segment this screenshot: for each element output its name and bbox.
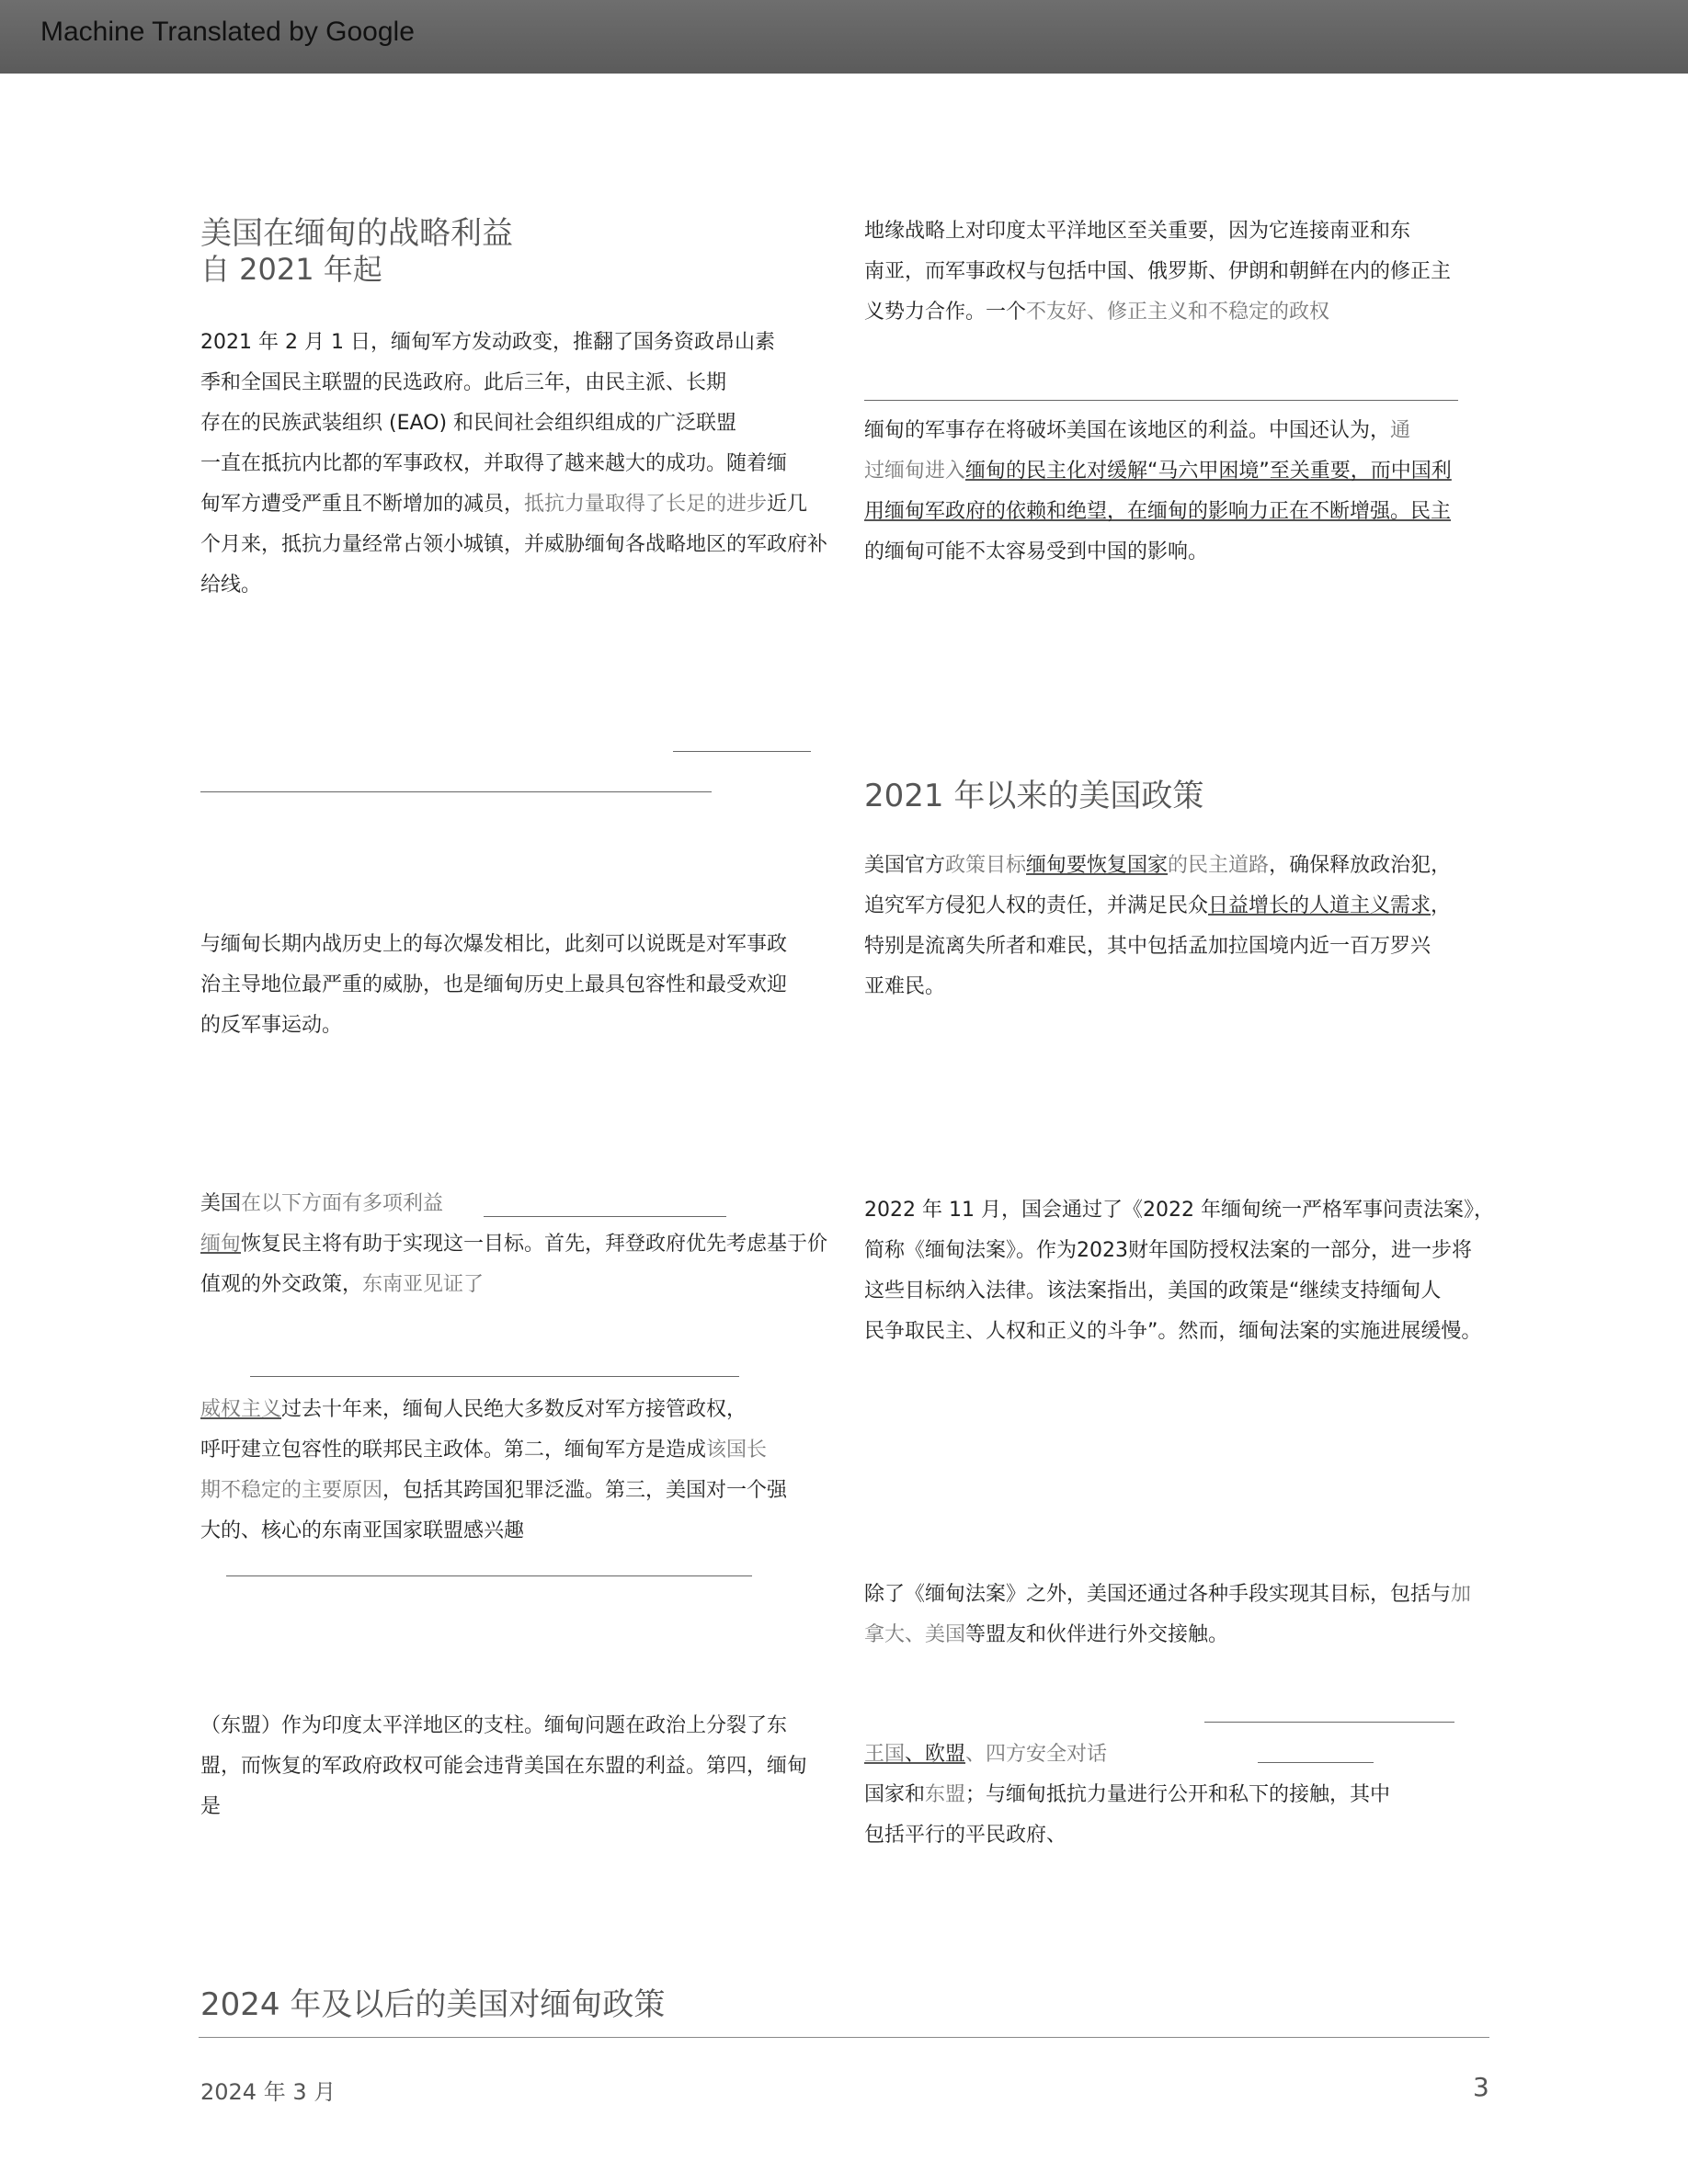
link-text: 、欧盟	[905, 1743, 966, 1766]
right-paragraph-3	[864, 846, 1451, 1007]
text-line: 大的、核心的东南亚国家联盟感兴趣	[200, 1519, 525, 1542]
text-run: 美国	[200, 1192, 242, 1215]
left-paragraph-2	[200, 925, 787, 1046]
link-text: 期不稳定的主要原因	[200, 1479, 383, 1502]
text-line	[200, 1471, 787, 1511]
text-line	[864, 1775, 1390, 1815]
text-line: 特别是流离失所者和难民，其中包括孟加拉国境内近一百万罗兴	[864, 935, 1431, 958]
text-line: 2021 年 2 月 1 日，缅甸军方发动政变，推翻了国务资政昂山素	[200, 331, 775, 354]
link-text: 日益增长的人道主义需求	[1208, 894, 1431, 917]
link-text: 东盟	[925, 1783, 966, 1806]
right-paragraph-4	[864, 1190, 1494, 1352]
link-text: 威权主义	[200, 1398, 282, 1421]
text-line: 的缅甸可能不太容易受到中国的影响。	[864, 540, 1209, 563]
text-line	[200, 484, 827, 525]
text-run: 国家和	[864, 1783, 926, 1806]
text-run: ，包括其跨国犯罪泛滥。第三，美国对一个强	[382, 1479, 788, 1502]
right-paragraph-6	[864, 1735, 1390, 1856]
text-run: 缅甸要恢复国家	[1026, 854, 1169, 877]
left-paragraph-3	[200, 1184, 827, 1305]
left-paragraph-1	[200, 323, 827, 606]
text-line	[200, 1430, 787, 1471]
link-text: 东南亚见证了	[362, 1273, 485, 1296]
page-number: 3	[1473, 2072, 1489, 2102]
text-line: 季和全国民主联盟的民选政府。此后三年，由民主派、长期	[200, 371, 727, 394]
text-run: 近几	[767, 493, 808, 516]
divider	[1204, 1722, 1454, 1723]
text-run: 义势力合作。一个	[864, 301, 1027, 324]
text-run: 除了《缅甸法案》之外，美国还通过各种手段实现其目标，包括与	[864, 1583, 1452, 1606]
text-line	[200, 1390, 787, 1430]
page-title: 美国在缅甸的战略利益	[200, 215, 513, 252]
text-line: 亚难民。	[864, 975, 946, 998]
text-line: 是	[200, 1795, 222, 1818]
text-run: 呼吁建立包容性的联邦民主政体。第二，缅甸军方是造成	[200, 1439, 707, 1462]
text-line: 简称《缅甸法案》。作为2023财年国防授权法案的一部分，进一步将	[864, 1239, 1472, 1262]
text-run: 过去十年来，缅甸人民绝大多数反对军方接管政权，	[281, 1398, 747, 1421]
text-line: 与缅甸长期内战历史上的每次爆发相比，此刻可以说既是对军事政	[200, 933, 788, 956]
text-line	[200, 1265, 827, 1305]
footer-date: 2024 年 3 月	[200, 2079, 336, 2105]
translation-banner	[0, 0, 1688, 74]
left-paragraph-5	[200, 1706, 807, 1827]
divider	[250, 1376, 739, 1377]
text-line	[200, 1224, 827, 1265]
divider	[484, 1216, 726, 1217]
text-line	[864, 846, 1451, 886]
divider	[200, 791, 712, 792]
text-line	[864, 492, 1452, 532]
link-text: 该国长	[706, 1439, 768, 1462]
text-run: 等盟友和伙伴进行外交接触。	[965, 1623, 1229, 1646]
right-paragraph-1	[864, 211, 1451, 333]
link-text: 通	[1390, 419, 1411, 442]
text-line: 给线。	[200, 574, 262, 597]
text-run: 缅甸的军事存在将破坏美国在该地区的利益。中国还认为，	[864, 419, 1391, 442]
bottom-heading: 2024 年及以后的美国对缅甸政策	[200, 1986, 666, 2023]
link-text: 抵抗力量取得了长足的进步	[524, 493, 768, 516]
link-text: 缅甸	[200, 1233, 242, 1256]
text-line: （东盟）作为印度太平洋地区的支柱。缅甸问题在政治上分裂了东	[200, 1714, 788, 1737]
right-paragraph-5	[864, 1575, 1471, 1655]
text-line: 一直在抵抗内比都的军事政权，并取得了越来越大的成功。随着缅	[200, 452, 788, 475]
text-line	[864, 886, 1451, 927]
text-line	[864, 1735, 1390, 1775]
link-text: 不友好、修正主义和不稳定的政权	[1026, 301, 1330, 324]
divider	[864, 400, 1458, 401]
banner-text: Machine Translated by Google	[40, 17, 415, 47]
text-run: ，确保释放政治犯，	[1269, 854, 1452, 877]
text-line: 2022 年 11 月，国会通过了《2022 年缅甸统一严格军事问责法案》，	[864, 1199, 1494, 1222]
text-line: 民争取民主、人权和正义的斗争”。然而，缅甸法案的实施进展缓慢。	[864, 1320, 1482, 1343]
link-text: 的民主道路	[1168, 854, 1270, 877]
text-run: 用缅甸军政府的依赖和绝望，在缅甸的影响力正在不断增强。民主	[864, 500, 1452, 523]
section-heading: 2021 年以来的美国政策	[864, 778, 1204, 814]
text-line	[864, 451, 1452, 492]
link-text: 王国	[864, 1743, 906, 1766]
text-run: ，	[1431, 894, 1452, 917]
text-line: 的反军事运动。	[200, 1014, 343, 1037]
text-line: 盟，而恢复的军政府政权可能会违背美国在东盟的利益。第四，缅甸	[200, 1755, 808, 1778]
footer-divider	[199, 2037, 1489, 2038]
text-run: 甸军方遭受严重且不断增加的减员，	[200, 493, 525, 516]
link-text: 拿大、美国	[864, 1623, 966, 1646]
text-line: 治主导地位最严重的威胁，也是缅甸历史上最具包容性和最受欢迎	[200, 973, 788, 996]
text-line: 地缘战略上对印度太平洋地区至关重要，因为它连接南亚和东	[864, 220, 1411, 243]
text-line: 这些目标纳入法律。该法案指出，美国的政策是“继续支持缅甸人	[864, 1280, 1442, 1302]
link-text: 在以下方面有多项利益	[241, 1192, 444, 1215]
text-line	[864, 411, 1452, 451]
text-run: 缅甸的民主化对缓解“马六甲困境”至关重要，而中国利	[965, 460, 1452, 483]
left-paragraph-4	[200, 1390, 787, 1552]
text-line	[864, 1575, 1471, 1615]
text-run: ；与缅甸抵抗力量进行公开和私下的接触，其中	[965, 1783, 1391, 1806]
text-line	[200, 1184, 827, 1224]
text-line	[864, 1615, 1471, 1655]
divider	[673, 751, 811, 752]
page-subtitle: 自 2021 年起	[200, 252, 382, 287]
right-paragraph-2	[864, 411, 1452, 573]
link-text: 政策目标	[945, 854, 1027, 877]
text-line	[864, 292, 1451, 333]
link-text: 加	[1451, 1583, 1472, 1606]
text-line: 包括平行的平民政府、	[864, 1824, 1067, 1847]
text-line: 南亚，而军事政权与包括中国、俄罗斯、伊朗和朝鲜在内的修正主	[864, 260, 1452, 283]
text-run: 值观的外交政策，	[200, 1273, 363, 1296]
text-line: 存在的民族武装组织 (EAO) 和民间社会组织组成的广泛联盟	[200, 412, 737, 435]
text-line: 个月来，抵抗力量经常占领小城镇，并威胁缅甸各战略地区的军政府补	[200, 533, 828, 556]
link-text: 、四方安全对话	[965, 1743, 1108, 1766]
text-run: 恢复民主将有助于实现这一目标。首先，拜登政府优先考虑基于价	[241, 1233, 828, 1256]
link-text: 过缅甸进入	[864, 460, 966, 483]
text-run: 美国官方	[864, 854, 946, 877]
divider	[226, 1575, 752, 1576]
text-run: 追究军方侵犯人权的责任，并满足民众	[864, 894, 1209, 917]
